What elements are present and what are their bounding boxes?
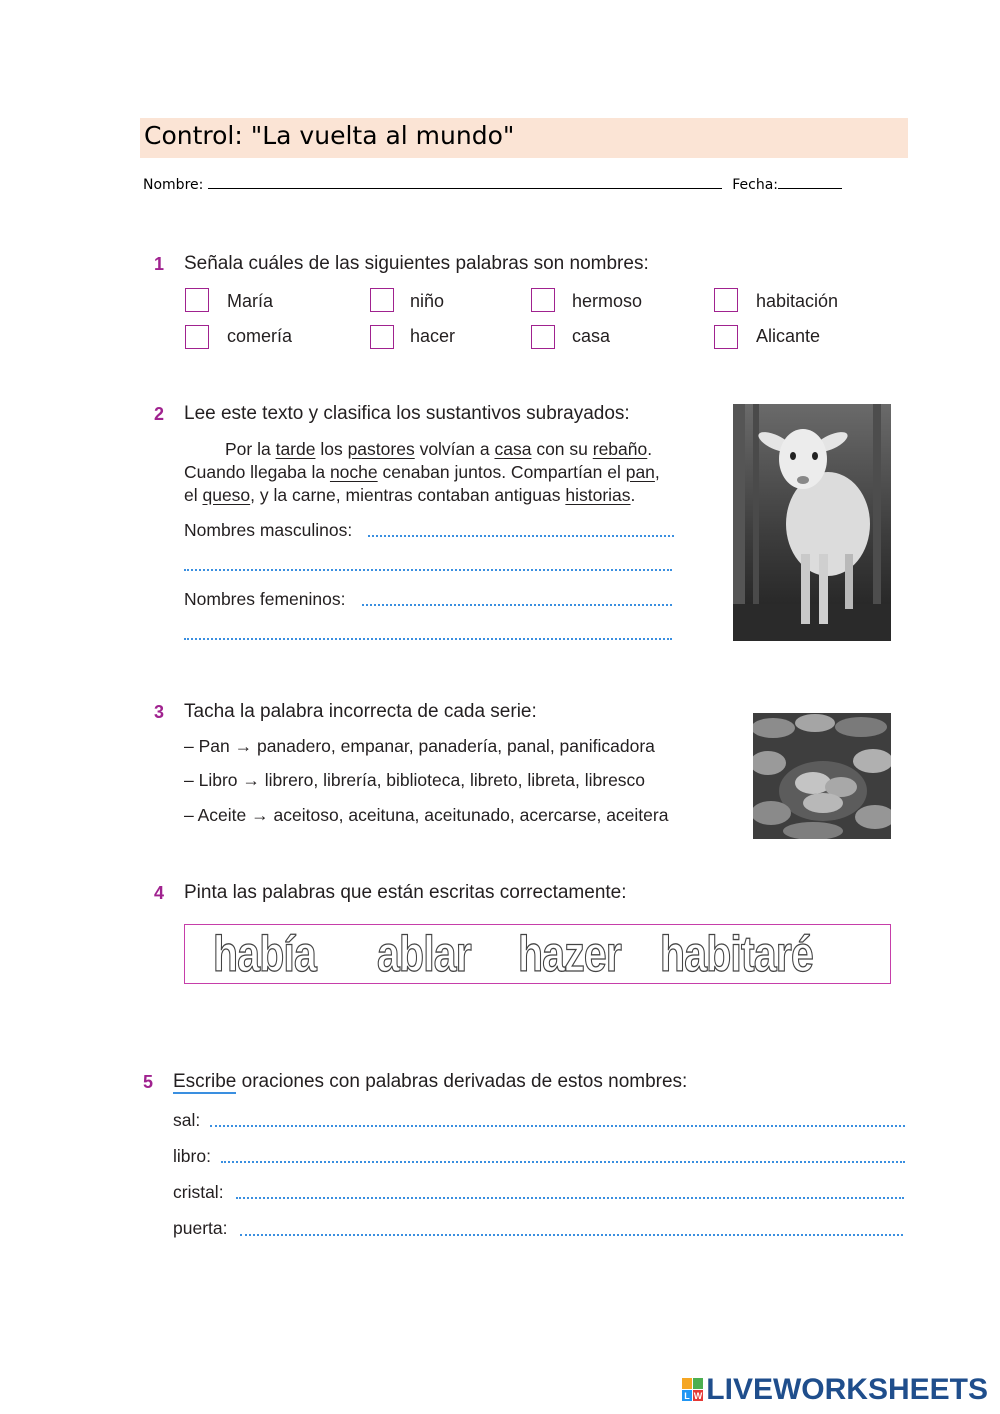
word-label: habitación	[756, 291, 839, 311]
text-fragment: Por la	[225, 439, 276, 459]
text-fragment: .	[630, 485, 636, 505]
liveworksheets-badge-icon	[682, 1378, 704, 1402]
page-title: Control: "La vuelta al mundo"	[144, 121, 515, 150]
text-fragment: con su	[531, 439, 593, 459]
exercise-title	[173, 1071, 687, 1093]
underlined-noun: pastores	[347, 439, 415, 459]
exercise-number: 1	[154, 254, 165, 274]
text-fragment: ,	[654, 462, 660, 482]
date-label: Fecha:	[732, 177, 779, 193]
derive-label-puerta: puerta:	[173, 1218, 228, 1238]
reading-line-3	[184, 485, 635, 506]
checkbox-hacer[interactable]	[370, 325, 394, 349]
outlined-word-hazer[interactable]: hazer	[518, 926, 622, 982]
word-label: María	[227, 291, 274, 311]
text-fragment: Cuando llegaba la	[184, 462, 330, 482]
checkbox-casa[interactable]	[531, 325, 555, 349]
outlined-word-ablar[interactable]: ablar	[377, 926, 471, 982]
text-fragment: los	[315, 439, 348, 459]
liveworksheets-logo	[682, 1372, 988, 1408]
feminine-nouns-label: Nombres femeninos:	[184, 589, 346, 609]
answer-line-sal[interactable]	[210, 1125, 905, 1127]
underlined-noun: noche	[329, 462, 378, 482]
date-field[interactable]	[778, 174, 842, 189]
derive-label-cristal: cristal:	[173, 1182, 224, 1202]
derive-label-sal: sal:	[173, 1110, 201, 1130]
underlined-noun: queso	[202, 485, 251, 505]
bread-illustration	[753, 713, 891, 839]
exercise-number: 2	[154, 404, 165, 424]
badge-letter: L	[684, 1391, 691, 1401]
reading-line-1	[225, 439, 652, 460]
exercise-title: Lee este texto y clasifica los sustantivos subrayados:	[184, 403, 630, 424]
exercise-title: Tacha la palabra incorrecta de cada serie:	[184, 701, 537, 722]
checkbox-nino[interactable]	[370, 288, 394, 312]
logo-text: LIVEWORKSHEETS	[706, 1373, 988, 1406]
feminine-answer-line-1[interactable]	[362, 604, 672, 606]
underlined-noun: rebaño	[592, 439, 648, 459]
checkbox-alicante[interactable]	[714, 325, 738, 349]
lamb-illustration	[733, 404, 891, 641]
outlined-word-habia[interactable]: había	[213, 926, 316, 982]
underlined-noun: tarde	[275, 439, 316, 459]
word-label: hermoso	[572, 291, 643, 311]
masculine-nouns-label: Nombres masculinos:	[184, 520, 353, 540]
word-series-item[interactable]: – Aceite → aceitoso, aceituna, aceitunado, acercarse, aceitera	[184, 805, 669, 825]
text-fragment: el	[184, 485, 203, 505]
word-label: hacer	[410, 326, 456, 346]
answer-line-libro[interactable]	[221, 1161, 905, 1163]
checkbox-maria[interactable]	[185, 288, 209, 312]
answer-line-puerta[interactable]	[240, 1234, 903, 1236]
exercise-number: 3	[154, 702, 165, 722]
word-series-item[interactable]: – Libro → librero, librería, biblioteca, libreto, libreta, libresco	[184, 770, 646, 790]
outlined-word-habitare[interactable]: habitaré	[660, 926, 813, 982]
underlined-noun: pan	[625, 462, 655, 482]
masculine-answer-line-2[interactable]	[184, 569, 672, 571]
spellcheck-underlined-word: Escribe	[173, 1071, 237, 1092]
name-label: Nombre:	[143, 177, 208, 193]
title-text: oraciones con palabras derivadas de estos nombres:	[236, 1071, 688, 1092]
text-fragment: , y la carne, mientras contaban antiguas	[250, 485, 566, 505]
checkbox-hermoso[interactable]	[531, 288, 555, 312]
word-label: casa	[572, 326, 611, 346]
badge-letter: W	[694, 1391, 703, 1401]
feminine-answer-line-2[interactable]	[184, 638, 672, 640]
lamb-photo	[733, 404, 891, 641]
underlined-noun: casa	[494, 439, 532, 459]
exercise-title: Pinta las palabras que están escritas correctamente:	[184, 882, 627, 903]
masculine-answer-line-1[interactable]	[368, 535, 674, 537]
bread-photo	[753, 713, 891, 839]
reading-line-2	[184, 462, 660, 483]
text-fragment: volvían a	[414, 439, 495, 459]
derive-label-libro: libro:	[173, 1146, 211, 1166]
answer-line-cristal[interactable]	[236, 1197, 904, 1199]
text-fragment: cenaban juntos. Compartían el	[377, 462, 626, 482]
word-series-item[interactable]: – Pan → panadero, empanar, panadería, panal, panificadora	[184, 736, 655, 756]
word-label: Alicante	[756, 326, 821, 346]
word-label: comería	[227, 326, 293, 346]
name-date-line	[143, 174, 842, 193]
exercise-title: Señala cuáles de las siguientes palabras son nombres:	[184, 253, 649, 274]
name-field[interactable]	[208, 174, 722, 189]
exercise-number: 5	[143, 1072, 154, 1092]
underlined-noun: historias	[565, 485, 631, 505]
checkbox-habitacion[interactable]	[714, 288, 738, 312]
checkbox-comeria[interactable]	[185, 325, 209, 349]
word-label: niño	[410, 291, 445, 311]
exercise-number: 4	[154, 883, 165, 903]
text-fragment: .	[647, 439, 653, 459]
